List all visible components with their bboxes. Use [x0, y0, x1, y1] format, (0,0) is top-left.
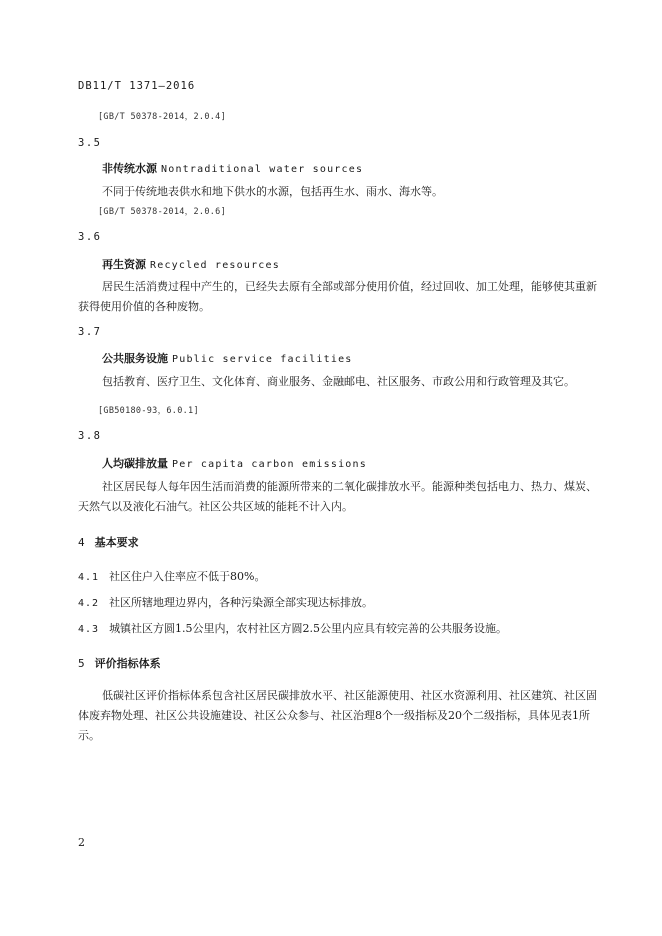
term-english: Recycled resources — [150, 260, 280, 271]
term-english: Public service facilities — [172, 354, 353, 365]
clause — [78, 568, 266, 584]
page-number: 2 — [78, 836, 85, 849]
reference-citation: [GB/T 50378-2014，2.0.6] — [98, 207, 226, 217]
term-definition: 不同于传统地表供水和地下供水的水源，包括再生水、雨水、海水等。 — [102, 185, 443, 198]
term-chinese: 再生资源 — [102, 258, 146, 271]
term-heading — [102, 256, 280, 272]
section-number: 3.5 — [78, 137, 102, 149]
term-english: Per capita carbon emissions — [172, 459, 367, 470]
chapter-title: 基本要求 — [94, 536, 139, 549]
term-chinese: 公共服务设施 — [102, 352, 168, 365]
term-definition: 居民生活消费过程中产生的，已经失去原有全部或部分使用价值，经过回收、加工处理，能够使其重新获得使用价值的各种废物。 — [78, 280, 597, 313]
clause-text: 社区所辖地理边界内，各种污染源全部实现达标排放。 — [109, 596, 374, 609]
section-number: 3.6 — [78, 231, 102, 243]
chapter-title: 评价指标体系 — [94, 657, 161, 670]
term-chinese: 人均碳排放量 — [102, 457, 168, 470]
reference-citation: [GB/T 50378-2014，2.0.4] — [98, 112, 226, 122]
term-heading — [102, 160, 363, 176]
document-number: DB11/T 1371—2016 — [78, 80, 196, 92]
term-heading — [102, 455, 367, 471]
term-chinese: 非传统水源 — [102, 162, 157, 175]
clause-number: 4.3 — [78, 624, 100, 635]
term-english: Nontraditional water sources — [161, 164, 364, 175]
section-number: 3.7 — [78, 326, 102, 338]
clause — [78, 594, 373, 610]
term-definition: 社区居民每人每年因生活而消费的能源所带来的二氧化碳排放水平。能源种类包括电力、热力、煤炭、天然气以及液化石油气。社区公共区域的能耗不计入内。 — [78, 480, 597, 513]
chapter-number: 5 — [78, 657, 85, 670]
section-number: 3.8 — [78, 430, 102, 442]
reference-citation: [GB50180-93，6.0.1] — [98, 406, 199, 416]
clause-number: 4.2 — [78, 598, 100, 609]
chapter-number: 4 — [78, 536, 85, 549]
clause-text: 社区住户入住率应不低于80%。 — [109, 570, 266, 583]
chapter-paragraph: 低碳社区评价指标体系包含社区居民碳排放水平、社区能源使用、社区水资源利用、社区建筑、社区固体废弃物处理、社区公共设施建设、社区公众参与、社区治理8个一级指标及20个二级指标，具体见表1所示。 — [78, 689, 597, 742]
chapter-heading — [78, 534, 139, 550]
chapter-heading — [78, 655, 161, 671]
clause-text: 城镇社区方圆1.5公里内，农村社区方圆2.5公里内应具有较完善的公共服务设施。 — [109, 622, 508, 635]
clause — [78, 620, 507, 636]
term-definition: 包括教育、医疗卫生、文化体育、商业服务、金融邮电、社区服务、市政公用和行政管理及其它。 — [102, 375, 575, 388]
clause-number: 4.1 — [78, 572, 100, 583]
term-heading — [102, 350, 353, 366]
